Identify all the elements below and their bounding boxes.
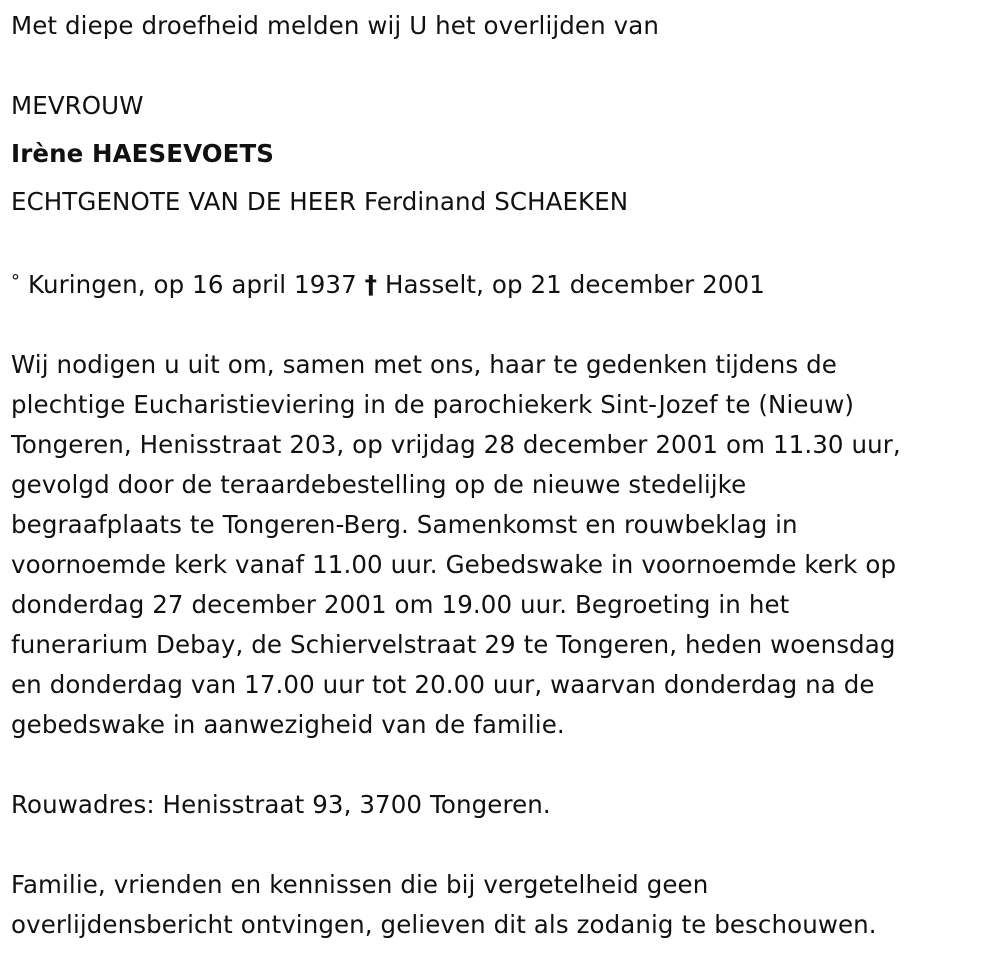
ceremony-line: plechtige Eucharistieviering in de parochiekerk Sint-Jozef te (Nieuw): [11, 390, 854, 419]
ceremony-line: Tongeren, Henisstraat 203, op vrijdag 28 december 2001 om 11.30 uur,: [11, 430, 901, 459]
honorific-title: MEVROUW: [11, 91, 144, 120]
ceremony-line: begraafplaats te Tongeren-Berg. Samenkomst en rouwbeklag in: [11, 510, 798, 539]
birth-death-line: [11, 262, 991, 305]
death-info: Hasselt, op 21 december 2001: [384, 270, 765, 299]
ceremony-line: voornoemde kerk vanaf 11.00 uur. Gebedswake in voornoemde kerk op: [11, 550, 897, 579]
ceremony-line: Wij nodigen u uit om, samen met ons, haar te gedenken tijdens de: [11, 350, 837, 379]
birth-info: Kuringen, op 16 april 1937: [28, 270, 357, 299]
deceased-name: Irène HAESEVOETS: [11, 139, 275, 168]
spouse-line: ECHTGENOTE VAN DE HEER Ferdinand SCHAEKEN: [11, 187, 629, 216]
ceremony-line: donderdag 27 december 2001 om 19.00 uur. Begroeting in het: [11, 590, 790, 619]
ceremony-line: en donderdag van 17.00 uur tot 20.00 uur, waarvan donderdag na de: [11, 670, 875, 699]
closing-paragraph: [11, 865, 991, 945]
ceremony-paragraph: [11, 345, 991, 745]
death-cross-icon: †: [364, 270, 378, 299]
ceremony-line: gevolgd door de teraardebestelling op de nieuwe stedelijke: [11, 470, 747, 499]
closing-line: overlijdensbericht ontvingen, gelieven dit als zodanig te beschouwen.: [11, 910, 877, 939]
death-notice-document: [11, 6, 991, 945]
closing-line: Familie, vrienden en kennissen die bij vergetelheid geen: [11, 870, 709, 899]
birth-symbol: °: [11, 271, 21, 292]
mourning-address: Rouwadres: Henisstraat 93, 3700 Tongeren.: [11, 790, 551, 819]
intro-line: Met diepe droefheid melden wij U het overlijden van: [11, 11, 659, 40]
ceremony-line: gebedswake in aanwezigheid van de familie.: [11, 710, 565, 739]
ceremony-line: funerarium Debay, de Schiervelstraat 29 te Tongeren, heden woensdag: [11, 630, 896, 659]
